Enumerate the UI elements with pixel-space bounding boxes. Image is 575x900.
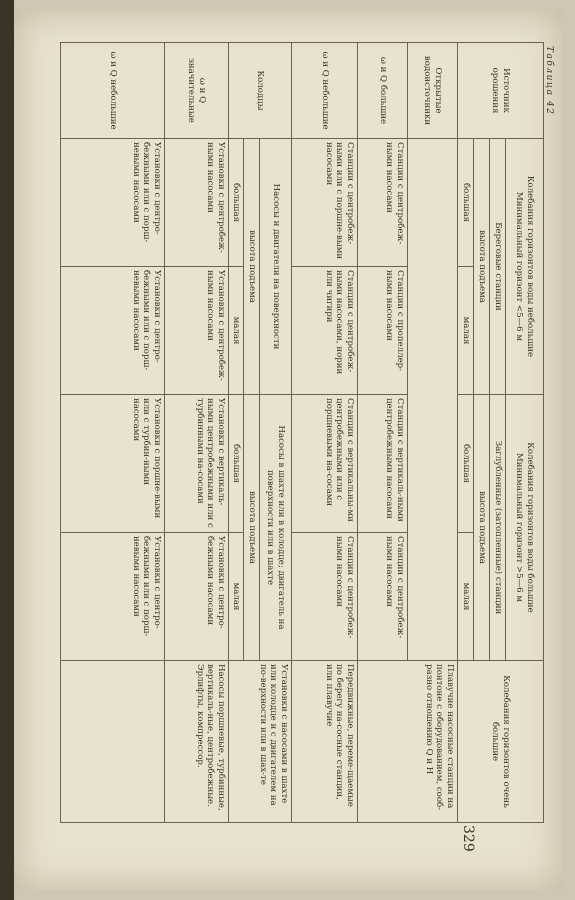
header-wells-big-1: большая: [229, 139, 245, 267]
cell-r3-c3: Установки с вертикаль-ными центробежными или с турбинными на-сосами: [165, 395, 229, 533]
cell-r3-c5: Насосы поршневые, турбинные, вертикаль-ные, центробежные. Эрлифты, компрессор.: [165, 661, 229, 823]
cell-r2-c3: Станции с вертикальны-ми центробежными или с поршневыми на-сосами: [292, 395, 358, 533]
section-open-sources: Открытые водоисточники: [408, 43, 458, 139]
cell-r1-c5: Плавучие насосные станции на понтоне с оборудованием, сооб-разно отношению Q и H: [358, 661, 458, 823]
header-source: Источник орошения: [458, 43, 544, 139]
header-wells-lift-height-2: высота подъема: [244, 395, 260, 661]
cell-r4-c1: Установки с центро-бежными или с порш-невыми насосами: [61, 139, 165, 267]
table-number: Таблица 42: [544, 46, 554, 116]
cell-r1-c1: Станции с центробеж-ными насосами: [358, 139, 408, 267]
cell-r4-c3: Установки с поршне-выми или с турбин-ными насосами: [61, 395, 165, 533]
cell-wells-c5: Установки с насосами в шахте или колодце и с двигателем на по-верхности или в шах-те: [229, 661, 292, 823]
header-wells-shaft: Насосы в шахте или в колодце; двигатель на поверхности или в шахте: [260, 395, 292, 661]
cell-r4-c2: Установки с центро-бежными или с порш-невыми насосами: [61, 267, 165, 395]
cell-r2-c5: Передвижные, переме-щаемые по берегу на-сосные станции, или плавучие: [292, 661, 358, 823]
irrigation-pump-table: [60, 42, 544, 823]
row-label-r1: ω и Q большие: [358, 43, 408, 139]
page-number: 329: [460, 825, 476, 852]
header-wells-big-2: большая: [229, 395, 245, 533]
section-wells: Колодцы: [229, 43, 292, 139]
header-coastal-stations: Береговые станции: [490, 139, 506, 395]
cell-r3-c4: Установки с центро-бежными насосами: [165, 533, 229, 661]
row-label-r4: ω и Q небольшие: [61, 43, 165, 139]
cell-r1-c3: Станции с вертикаль-ными центробежными насосами: [358, 395, 408, 533]
book-spine-shadow: [0, 0, 14, 900]
cell-r4-c4: Установки с центро-бежными или с порш-невыми насосами: [61, 533, 165, 661]
header-big-1: большая: [458, 139, 474, 267]
cell-r3-c2: Установки с центробеж-ными насосами: [165, 267, 229, 395]
header-small-2: малая: [458, 533, 474, 661]
cell-r2-c2: Станции с центробеж-ными насосами, нории или чигири: [292, 267, 358, 395]
cell-r3-c1: Установки с центробеж-ными насосами: [165, 139, 229, 267]
header-wells-surface: Насосы и двигатели на поверхности: [260, 139, 292, 395]
rotated-table-container: [62, 42, 544, 822]
cell-r1-c4: Станции с центробеж-ными насосами: [358, 533, 408, 661]
row-label-r2: ω и Q небольшие: [292, 43, 358, 139]
header-small-fluctuations: Колебания горизонтов воды небольшие Минимальный горизонт <5—6 м: [506, 139, 544, 395]
header-large-fluctuations: Колебания горизонтов воды большие Минимальный горизонт >5—6 м: [506, 395, 544, 661]
header-very-large-fluctuations: Колебания горизонтов очень большие: [458, 661, 544, 823]
row-label-r3: ω и Q значительные: [165, 43, 229, 139]
header-lift-height-2: высота подъема: [474, 395, 490, 661]
cell-r2-c1: Станции с центробеж-ными или с поршне-выми насосами: [292, 139, 358, 267]
header-lift-height-1: высота подъема: [474, 139, 490, 395]
header-wells-small-2: малая: [229, 533, 245, 661]
header-wells-small-1: малая: [229, 267, 245, 395]
cell-r2-c4: Станции с центробеж-ными насосами: [292, 533, 358, 661]
header-small-1: малая: [458, 267, 474, 395]
header-big-2: большая: [458, 395, 474, 533]
open-sources-spacer: [408, 139, 458, 661]
cell-r4-c5-empty: [61, 661, 165, 823]
header-buried-stations: Заглубленные (затопленные) станции: [490, 395, 506, 661]
header-wells-lift-height-1: высота подъема: [244, 139, 260, 395]
cell-r1-c2: Станции с пропеллер-ными насосами: [358, 267, 408, 395]
